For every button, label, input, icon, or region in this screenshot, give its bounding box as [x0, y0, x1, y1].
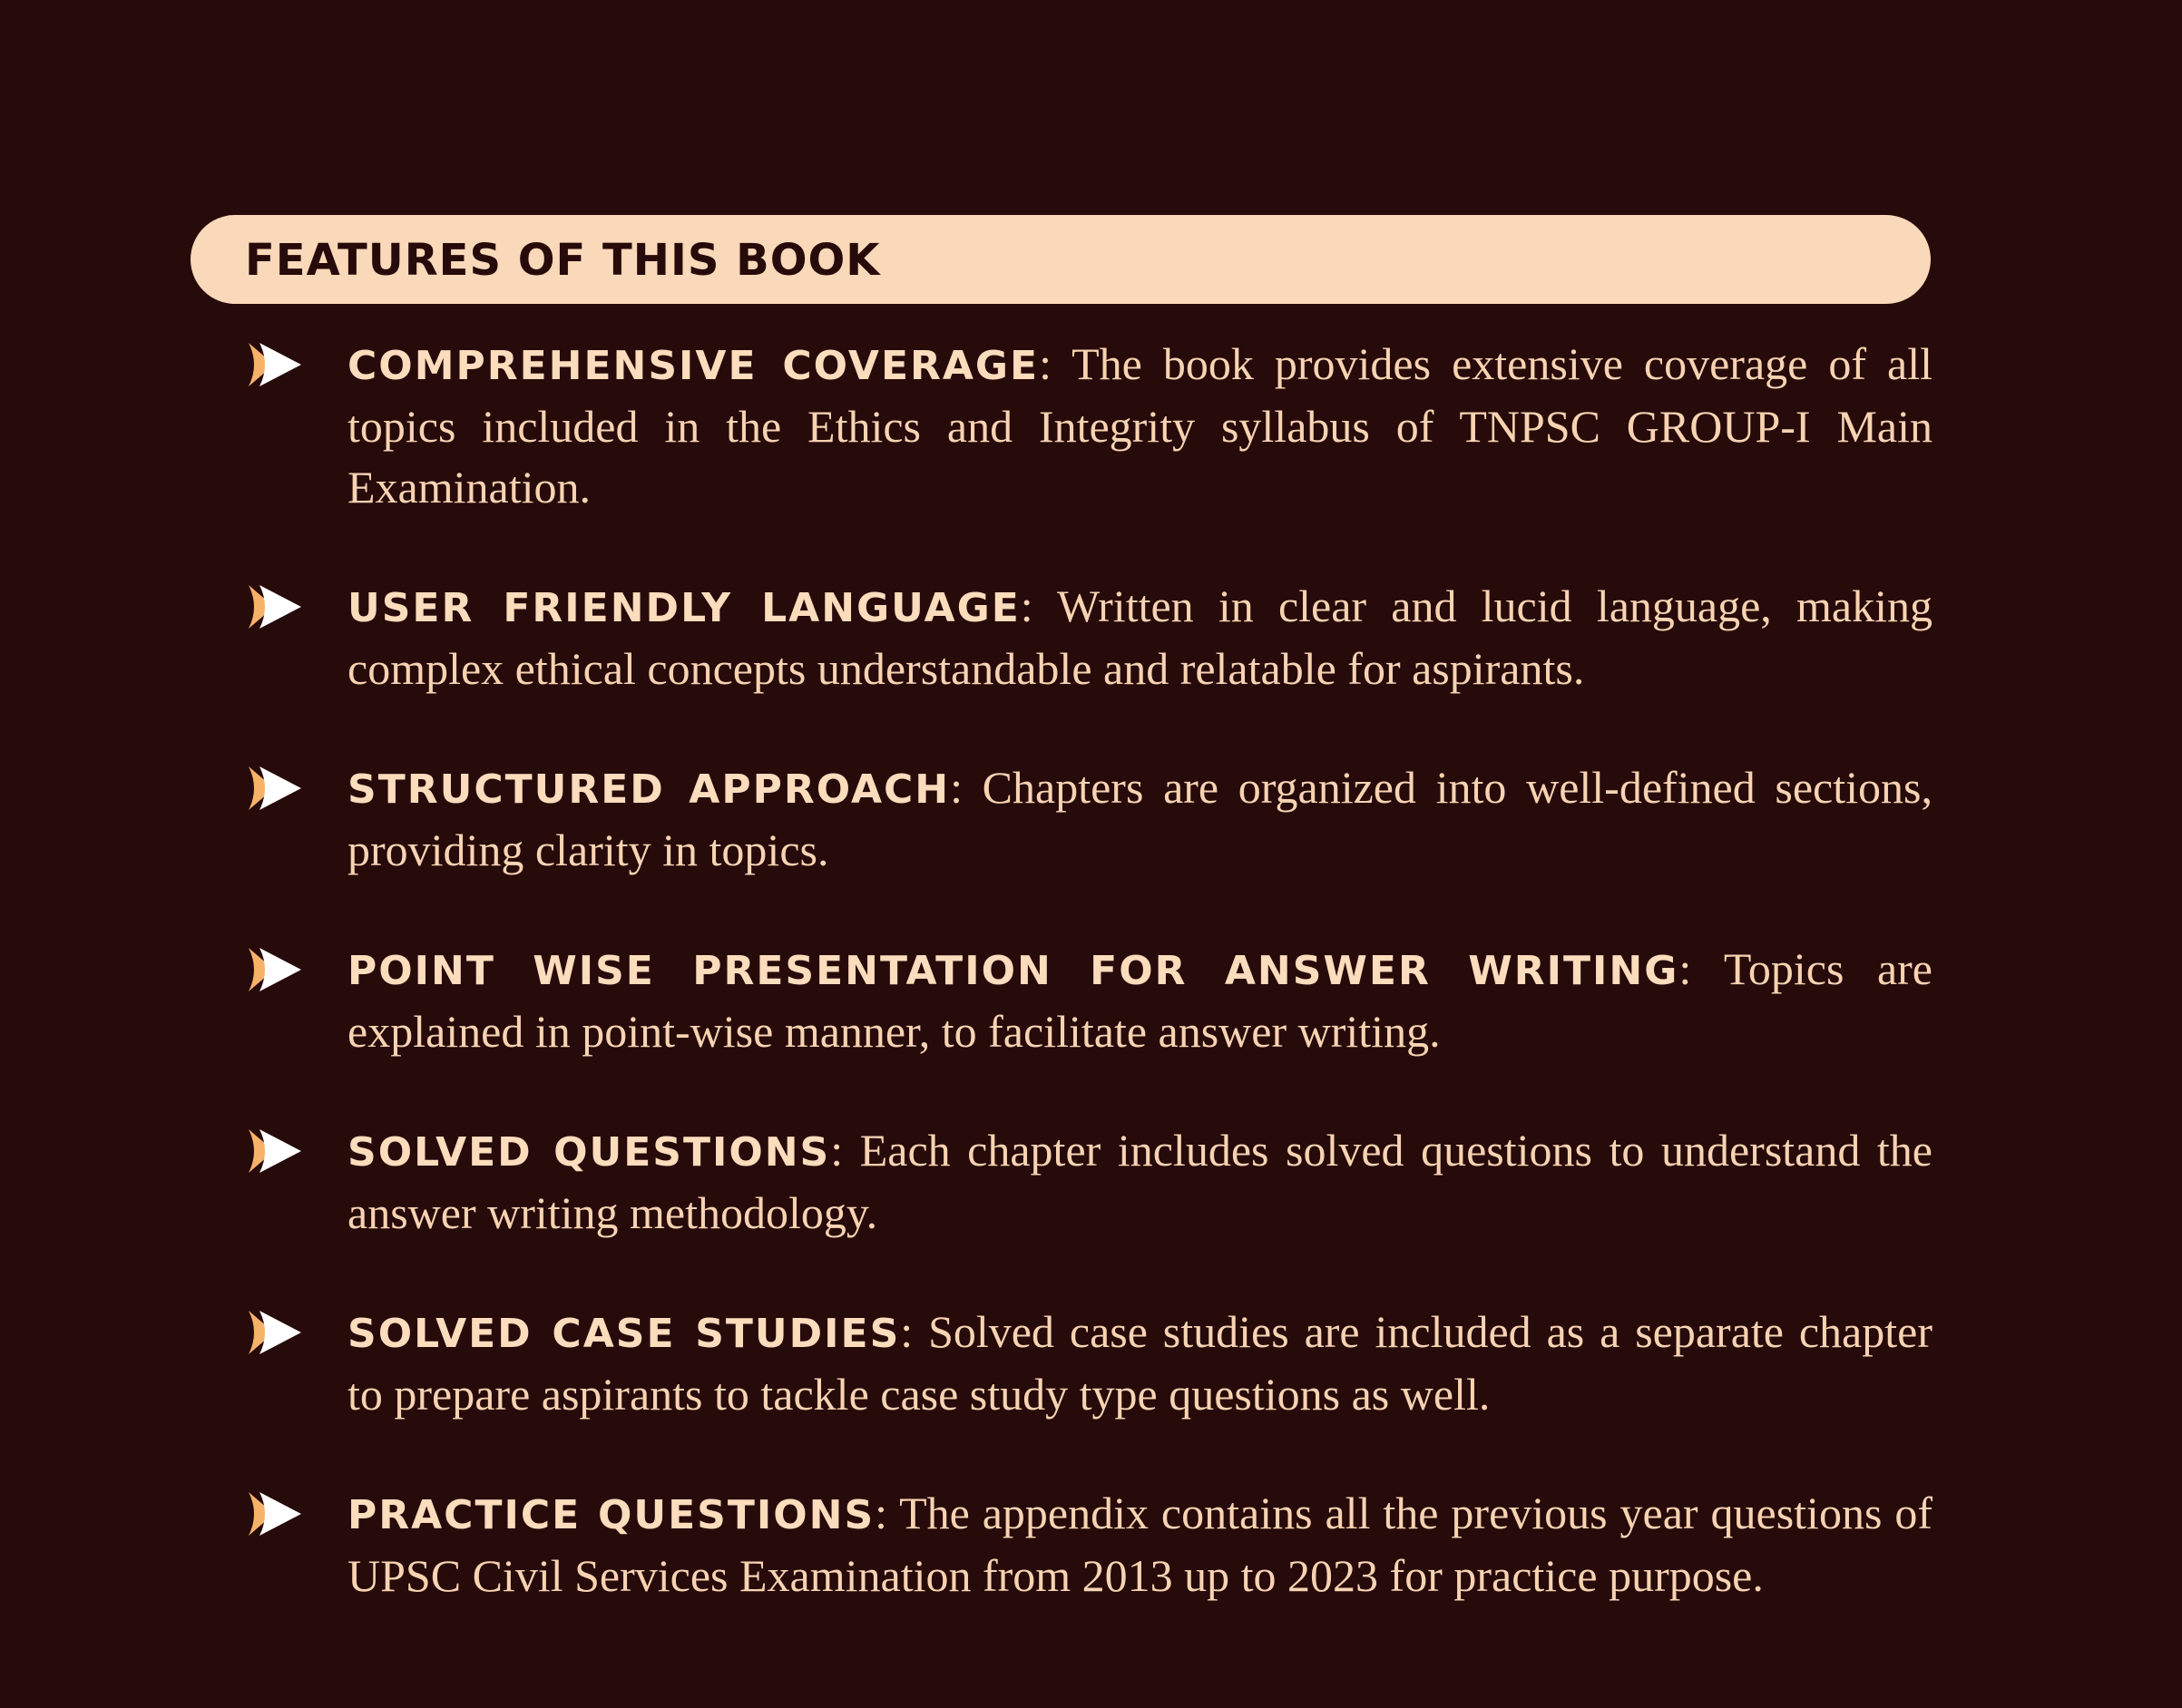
feature-separator: : — [875, 1488, 900, 1538]
feature-description — [347, 1120, 1932, 1244]
feature-separator: : — [1678, 943, 1724, 994]
feature-title: COMPREHENSIVE COVERAGE — [347, 343, 1040, 389]
feature-separator: : — [830, 1125, 860, 1176]
feature-text: Topics are explained in point-wise manner, to facilitate answer writing. — [347, 943, 1932, 1057]
double-arrow-bullet-icon — [247, 1127, 303, 1175]
double-arrow-bullet-icon — [247, 1490, 303, 1537]
feature-title: SOLVED CASE STUDIES — [347, 1311, 901, 1357]
feature-text: Solved case studies are included as a separate chapter to prepare aspirants to tackle case study type questions as well. — [347, 1306, 1932, 1420]
feature-separator: : — [1020, 581, 1057, 631]
feature-text: The book provides extensive coverage of all topics included in the Ethics and Integrity syllabus of TNPSC GROUP-I Main Examination. — [347, 338, 1932, 512]
feature-title: SOLVED QUESTIONS — [347, 1129, 831, 1176]
feature-description — [347, 576, 1932, 699]
feature-text: Each chapter includes solved questions to understand the answer writing methodology. — [347, 1125, 1932, 1238]
feature-description — [347, 334, 1932, 518]
double-arrow-bullet-icon — [247, 765, 303, 812]
feature-title: STRUCTURED APPROACH — [347, 766, 951, 813]
feature-separator: : — [900, 1306, 929, 1357]
feature-separator: : — [1039, 338, 1072, 389]
feature-text: Chapters are organized into well-defined sections, providing clarity in topics. — [347, 762, 1932, 875]
feature-text: Written in clear and lucid language, making complex ethical concepts understandable and relatable for aspirants. — [347, 581, 1932, 694]
double-arrow-bullet-icon — [247, 946, 303, 993]
features-header — [191, 215, 1931, 304]
feature-separator: : — [950, 762, 983, 813]
feature-title: PRACTICE QUESTIONS — [347, 1492, 876, 1538]
double-arrow-bullet-icon — [247, 583, 303, 630]
feature-title: USER FRIENDLY LANGUAGE — [347, 585, 1021, 631]
feature-text: The appendix contains all the previous year questions of UPSC Civil Services Examination from 2013 up to 2023 for practice purpose. — [347, 1488, 1932, 1601]
double-arrow-bullet-icon — [247, 341, 303, 388]
feature-description — [347, 757, 1932, 881]
feature-description — [347, 939, 1932, 1062]
double-arrow-bullet-icon — [247, 1309, 303, 1356]
features-heading: FEATURES OF THIS BOOK — [245, 235, 881, 286]
feature-description — [347, 1483, 1932, 1606]
feature-description — [347, 1302, 1932, 1425]
feature-title: POINT WISE PRESENTATION FOR ANSWER WRITING — [347, 948, 1679, 994]
